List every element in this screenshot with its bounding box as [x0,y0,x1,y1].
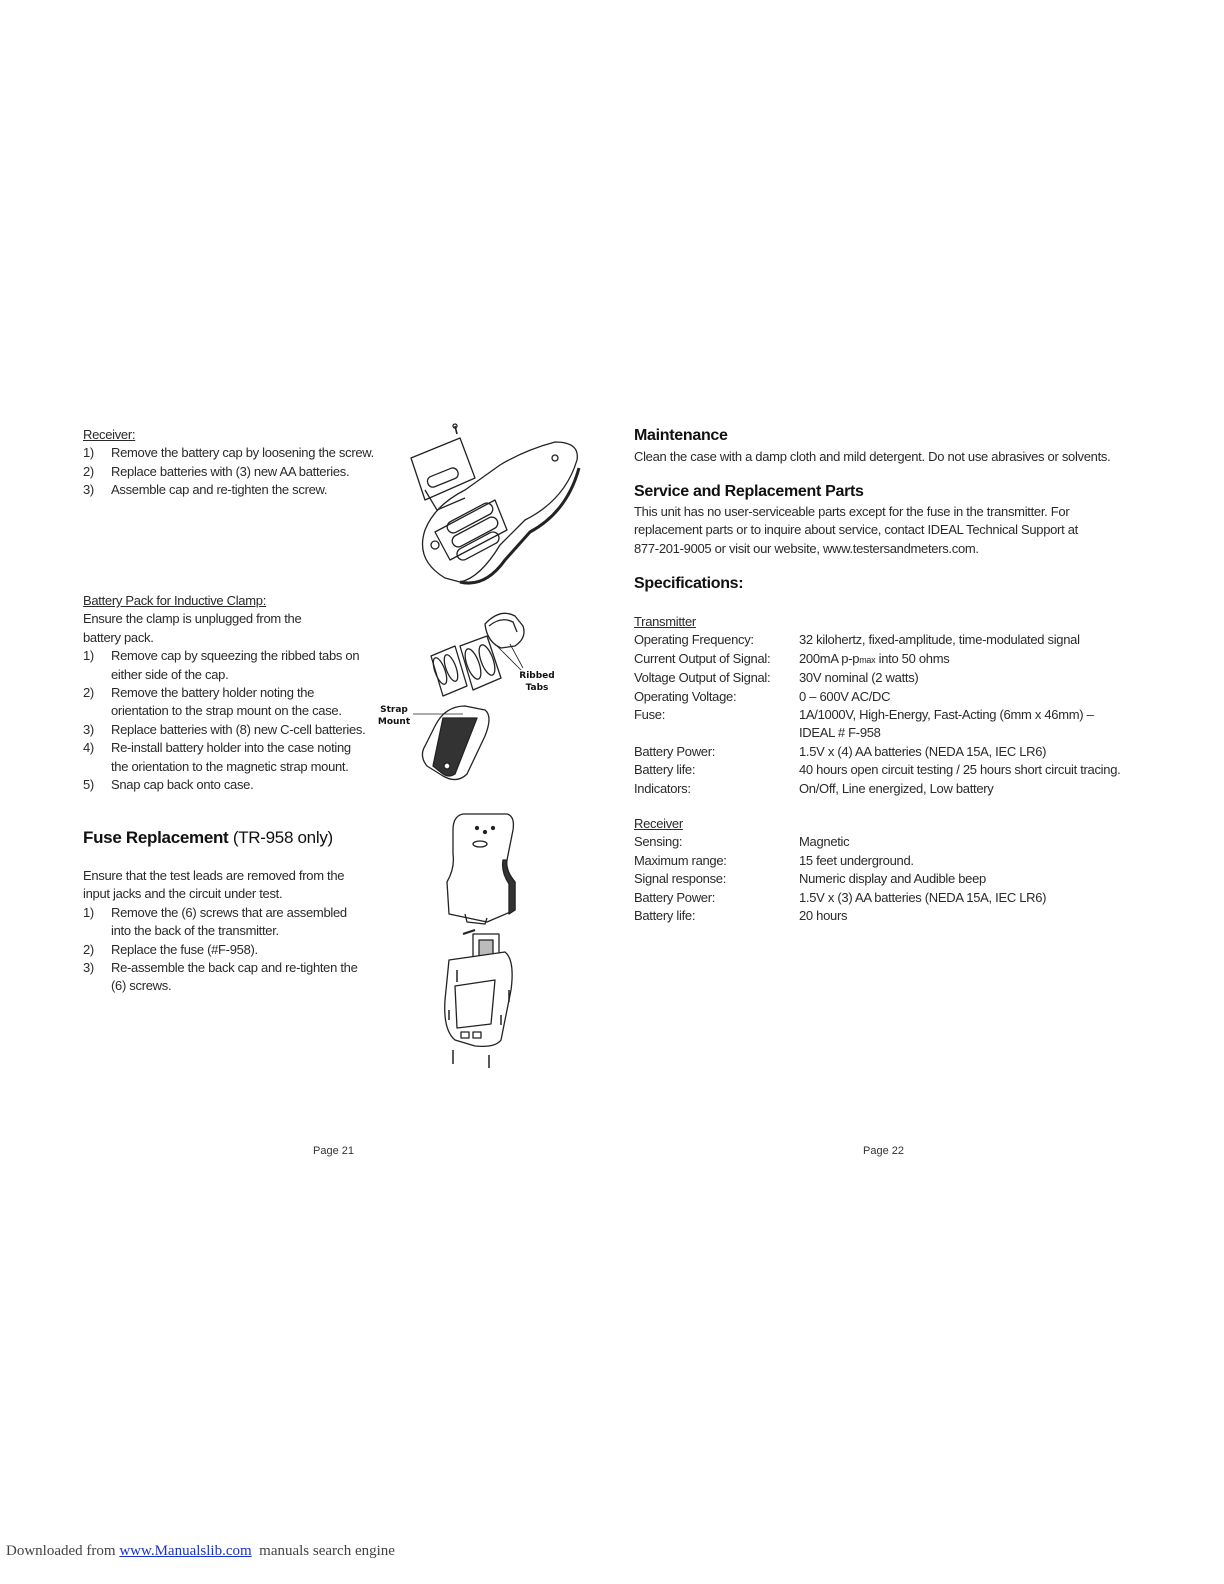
service-heading: Service and Replacement Parts [634,483,864,500]
spec-row: Operating Frequency: 32 kilohertz, fixed-amplitude, time-modulated signal [634,632,1080,648]
fuse-section [83,867,383,996]
spec-row: Battery life: 20 hours [634,908,848,924]
spec-row: Fuse: 1A/1000V, High-Energy, Fast-Acting (6mm x 46mm) – IDEAL # F-958 [634,707,1094,741]
spec-row: Battery Power: 1.5V x (3) AA batteries (NEDA 15A, IEC LR6) [634,889,1047,905]
maintenance-heading: Maintenance [634,427,728,444]
battery-pack-intro-line-1: Ensure the clamp is unplugged from the [83,611,302,627]
specs-transmitter [634,613,1194,798]
list-item: 1) Remove the battery cap by loosening the screw. [83,445,374,461]
battery-pack-steps [83,647,373,794]
page-number-right: Page 22 [863,1145,904,1157]
label-strap-mount: Strap Mount [377,705,411,727]
transmitter-fuse-illustration [435,810,530,1072]
battery-pack-heading: Battery Pack for Inductive Clamp: [83,593,267,608]
spec-row: Battery life: 40 hours open circuit testing / 25 hours short circuit tracing. [634,762,1121,778]
receiver-battery-illustration [405,420,585,590]
specifications-heading: Specifications: [634,575,744,592]
fuse-intro-line-2: input jacks and the circuit under test. [83,886,283,902]
receiver-spec-heading: Receiver [634,816,683,831]
list-item: 2) Replace batteries with (3) new AA batteries. [83,463,350,479]
fuse-intro-line-1: Ensure that the test leads are removed from the [83,868,345,883]
spec-row: Maximum range: 15 feet underground. [634,852,914,868]
spec-row: Sensing: Magnetic [634,834,850,850]
list-item: 4) Re-install battery holder into the case noting the orientation to the magnetic strap mount. [83,740,351,774]
list-item: 2) Remove the battery holder noting the orientation to the strap mount on the case. [83,685,342,719]
spec-row: Indicators: On/Off, Line energized, Low battery [634,780,994,796]
receiver-steps [83,444,383,499]
spec-row: Voltage Output of Signal: 30V nominal (2 watts) [634,670,919,686]
spec-row: Current Output of Signal: 200mA p-pmax into 50 ohms [634,650,950,666]
battery-pack-intro-line-2: battery pack. [83,629,154,645]
receiver-heading: Receiver: [83,427,136,442]
list-item: 1) Remove the (6) screws that are assembled into the back of the transmitter. [83,904,347,939]
specs-receiver [634,815,1194,925]
page-number-left: Page 21 [313,1145,354,1157]
list-item: 3) Re-assemble the back cap and re-tighten the (6) screws. [83,960,358,994]
service-text: This unit has no user-serviceable parts except for the fuse in the transmitter. For replacement parts or to inquire about service, contact IDEAL Technical Support at 877-201-9005 or visit our website, www.testersandmeters.com. [634,504,1078,556]
fuse-title: Fuse Replacement (TR-958 only) [83,828,333,847]
download-footer: Downloaded from www.Manualslib.com manuals search engine [6,1543,395,1559]
spec-row: Signal response: Numeric display and Audible beep [634,871,986,887]
label-ribbed-tabs: Ribbed Tabs [519,671,555,693]
list-item: 1) Remove cap by squeezing the ribbed tabs on either side of the cap. [83,648,360,682]
list-item: 3) Assemble cap and re-tighten the screw. [83,482,328,498]
list-item: 2) Replace the fuse (#F-958). [83,941,258,957]
maintenance-text: Clean the case with a damp cloth and mild detergent. Do not use abrasives or solvents. [634,449,1111,464]
list-item: 5) Snap cap back onto case. [83,777,254,793]
receiver-section [83,426,383,500]
transmitter-heading: Transmitter [634,614,696,629]
battery-pack-section [83,592,373,794]
spec-row: Battery Power: 1.5V x (4) AA batteries (NEDA 15A, IEC LR6) [634,743,1047,759]
list-item: 3) Replace batteries with (8) new C-cell batteries. [83,721,366,737]
spec-row: Operating Voltage: 0 – 600V AC/DC [634,688,891,704]
fuse-steps [83,904,383,996]
manualslib-link[interactable]: www.Manualslib.com [119,1543,252,1559]
